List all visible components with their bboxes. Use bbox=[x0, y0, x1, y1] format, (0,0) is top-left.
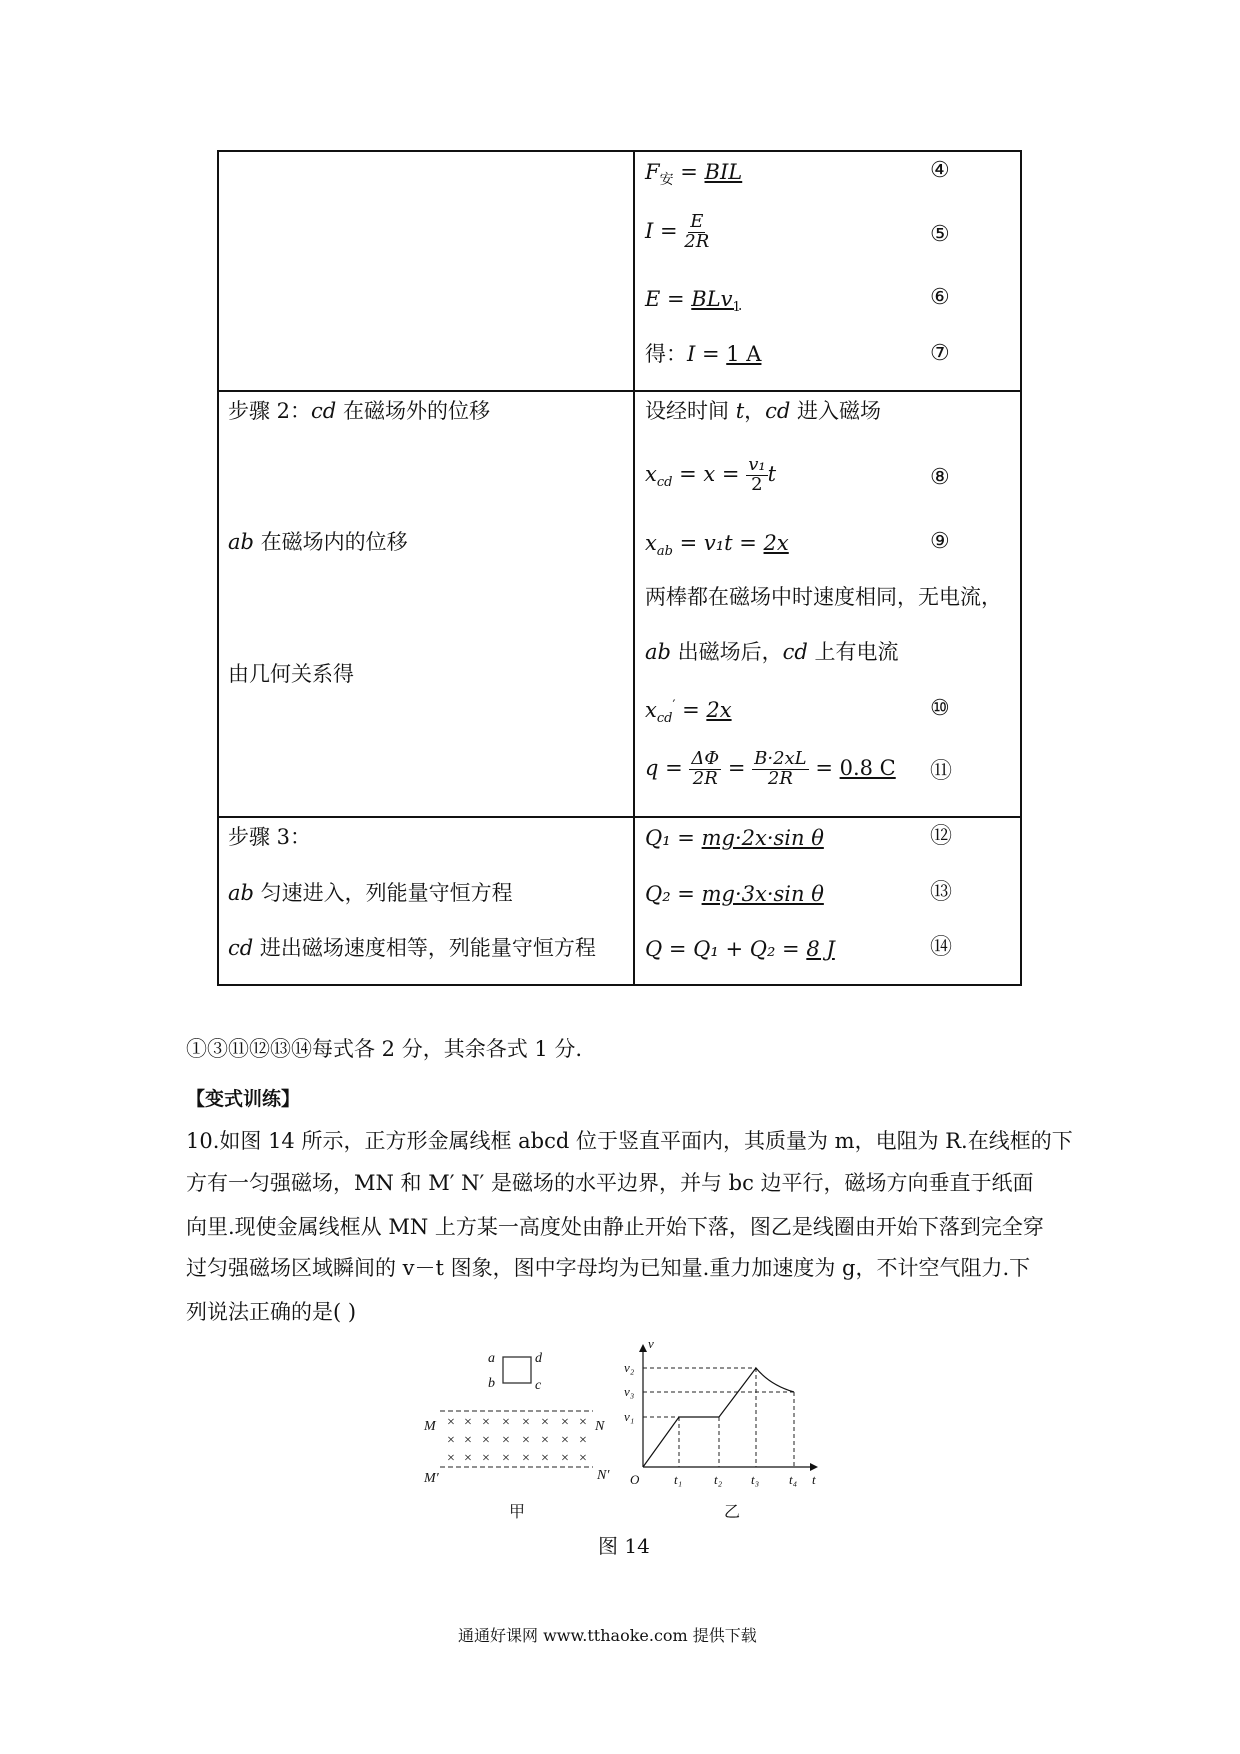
equation-4: $F_安$ = BIL bbox=[645, 160, 743, 189]
v-axis-arrow bbox=[639, 1344, 647, 1352]
label-M: M bbox=[424, 1419, 436, 1434]
equation-7: 得：I = 1 A bbox=[645, 342, 762, 366]
equation-5: I = $\frac{E}{2R}$ bbox=[645, 211, 710, 252]
axis-label-t: t bbox=[812, 1472, 816, 1487]
field-cross-mark: × bbox=[502, 1415, 510, 1430]
equation-number: ⑪ bbox=[930, 759, 953, 784]
vt-graph bbox=[624, 1336, 818, 1521]
equation-13: Q₂ = mg·3x·sin θ bbox=[645, 882, 824, 906]
caption-jia: 甲 bbox=[509, 1504, 526, 1521]
step-2-label: 步骤 2：cd 在磁场外的位移 bbox=[228, 399, 490, 423]
step-3-ab: ab 匀速进入，列能量守恒方程 bbox=[228, 881, 513, 905]
label-a: a bbox=[488, 1351, 495, 1366]
equation-10: $x_{cd}' = 2x$ bbox=[645, 698, 732, 727]
field-cross-mark: × bbox=[464, 1451, 472, 1466]
square-frame bbox=[503, 1357, 531, 1383]
origin-label: O bbox=[630, 1472, 640, 1487]
equation-number: ⑤ bbox=[930, 222, 950, 247]
equation-number: ⑫ bbox=[930, 824, 953, 849]
field-cross-mark: × bbox=[561, 1433, 569, 1448]
tick-t4: t₄ bbox=[789, 1472, 798, 1487]
diagram-jia bbox=[423, 1351, 610, 1521]
field-cross-mark: × bbox=[482, 1415, 490, 1430]
field-cross-mark: × bbox=[522, 1451, 530, 1466]
equation-number: ⑧ bbox=[930, 465, 950, 490]
caption-yi: 乙 bbox=[724, 1504, 741, 1521]
field-cross-mark: × bbox=[541, 1433, 549, 1448]
tick-v3: v₃ bbox=[624, 1384, 635, 1399]
label-N-prime: N′ bbox=[597, 1468, 610, 1483]
equation-8: $x_{cd} = x$ = $\frac{\text{v₁}}{2}$ t bbox=[645, 454, 777, 495]
table-row-divider bbox=[217, 816, 1022, 818]
equation-11: q = $\frac{\Delta\Phi}{2R}$ = $\frac{B\cdot 2xL}{2R}$ = 0.8 C bbox=[645, 748, 896, 789]
equation-number: ⑭ bbox=[930, 935, 953, 960]
axis-label-v: v bbox=[648, 1336, 654, 1351]
figure-caption: 图 14 bbox=[598, 1534, 650, 1558]
step-2-geometry-label: 由几何关系得 bbox=[228, 662, 354, 686]
tick-t2: t₂ bbox=[714, 1472, 723, 1487]
field-cross-mark: × bbox=[447, 1433, 455, 1448]
field-cross-mark: × bbox=[482, 1451, 490, 1466]
page-footer: 通通好课网 www.tthaoke.com 提供下载 bbox=[458, 1626, 757, 1645]
table-border-top bbox=[217, 150, 1022, 152]
label-d: d bbox=[535, 1351, 542, 1366]
table-border-bottom bbox=[217, 984, 1022, 986]
tick-t3: t₃ bbox=[751, 1472, 760, 1487]
section-title: 【变式训练】 bbox=[186, 1088, 301, 1110]
question-line: 列说法正确的是( ) bbox=[186, 1300, 357, 1324]
equation-14: Q = Q₁ + Q₂ = 8 J bbox=[645, 937, 835, 961]
field-cross-mark: × bbox=[464, 1433, 472, 1448]
label-b: b bbox=[488, 1376, 495, 1391]
figure-14 bbox=[400, 1330, 860, 1560]
field-cross-mark: × bbox=[541, 1451, 549, 1466]
equation-number: ⑬ bbox=[930, 880, 953, 905]
question-line: 方有一匀强磁场，MN 和 M′ N′ 是磁场的水平边界，并与 bc 边平行，磁场方向垂直于纸面 bbox=[186, 1171, 1034, 1195]
step-2-note: 两棒都在磁场中时速度相同，无电流， bbox=[645, 585, 1002, 609]
equation-9: $x_{ab} = v_1t = 2x$ bbox=[645, 531, 789, 560]
question-line: 过匀强磁场区域瞬间的 v－t 图象，图中字母均为已知量.重力加速度为 g，不计空气阻力.下 bbox=[186, 1256, 1031, 1280]
field-cross-mark: × bbox=[579, 1433, 587, 1448]
label-c: c bbox=[535, 1378, 542, 1393]
label-M-prime: M′ bbox=[424, 1471, 439, 1486]
question-line: 向里.现使金属线框从 MN 上方某一高度处由静止开始下落，图乙是线圈由开始下落到完全穿 bbox=[186, 1215, 1044, 1239]
field-cross-mark: × bbox=[579, 1451, 587, 1466]
table-border-left bbox=[217, 150, 219, 986]
table-row-divider bbox=[217, 390, 1022, 392]
t-axis-arrow bbox=[810, 1463, 818, 1471]
equation-number: ⑦ bbox=[930, 341, 950, 366]
equation-number: ⑨ bbox=[930, 529, 950, 554]
equation-12: Q₁ = mg·2x·sin θ bbox=[645, 826, 824, 850]
table-border-middle bbox=[633, 150, 635, 986]
step-3-label: 步骤 3： bbox=[228, 825, 312, 849]
field-cross-mark: × bbox=[561, 1451, 569, 1466]
magnetic-field-crosses bbox=[447, 1415, 587, 1466]
field-cross-mark: × bbox=[482, 1433, 490, 1448]
field-cross-mark: × bbox=[447, 1451, 455, 1466]
table-border-right bbox=[1020, 150, 1022, 986]
field-cross-mark: × bbox=[502, 1451, 510, 1466]
field-cross-mark: × bbox=[502, 1433, 510, 1448]
step-3-cd: cd 进出磁场速度相等，列能量守恒方程 bbox=[228, 936, 596, 960]
field-cross-mark: × bbox=[541, 1415, 549, 1430]
equation-number: ⑩ bbox=[930, 696, 950, 721]
question-line: 10.如图 14 所示，正方形金属线框 abcd 位于竖直平面内，其质量为 m，电阻为 R.在线框的下 bbox=[186, 1129, 1073, 1153]
tick-v2: v₂ bbox=[624, 1360, 635, 1375]
tick-t1: t₁ bbox=[674, 1472, 683, 1487]
field-cross-mark: × bbox=[522, 1433, 530, 1448]
equation-6: E = BLv$_1$ bbox=[645, 287, 741, 316]
label-N: N bbox=[595, 1419, 605, 1434]
step-2-intro: 设经时间 t，cd 进入磁场 bbox=[645, 399, 882, 423]
equation-number: ⑥ bbox=[930, 285, 950, 310]
field-cross-mark: × bbox=[447, 1415, 455, 1430]
tick-v1: v₁ bbox=[624, 1409, 635, 1424]
field-cross-mark: × bbox=[561, 1415, 569, 1430]
scoring-note: ①③⑪⑫⑬⑭每式各 2 分，其余各式 1 分. bbox=[186, 1037, 583, 1061]
step-2-note-2: ab 出磁场后，cd 上有电流 bbox=[645, 640, 899, 664]
equation-number: ④ bbox=[930, 158, 950, 183]
step-2-ab-label: ab 在磁场内的位移 bbox=[228, 530, 408, 554]
field-cross-mark: × bbox=[464, 1415, 472, 1430]
field-cross-mark: × bbox=[579, 1415, 587, 1430]
field-cross-mark: × bbox=[522, 1415, 530, 1430]
